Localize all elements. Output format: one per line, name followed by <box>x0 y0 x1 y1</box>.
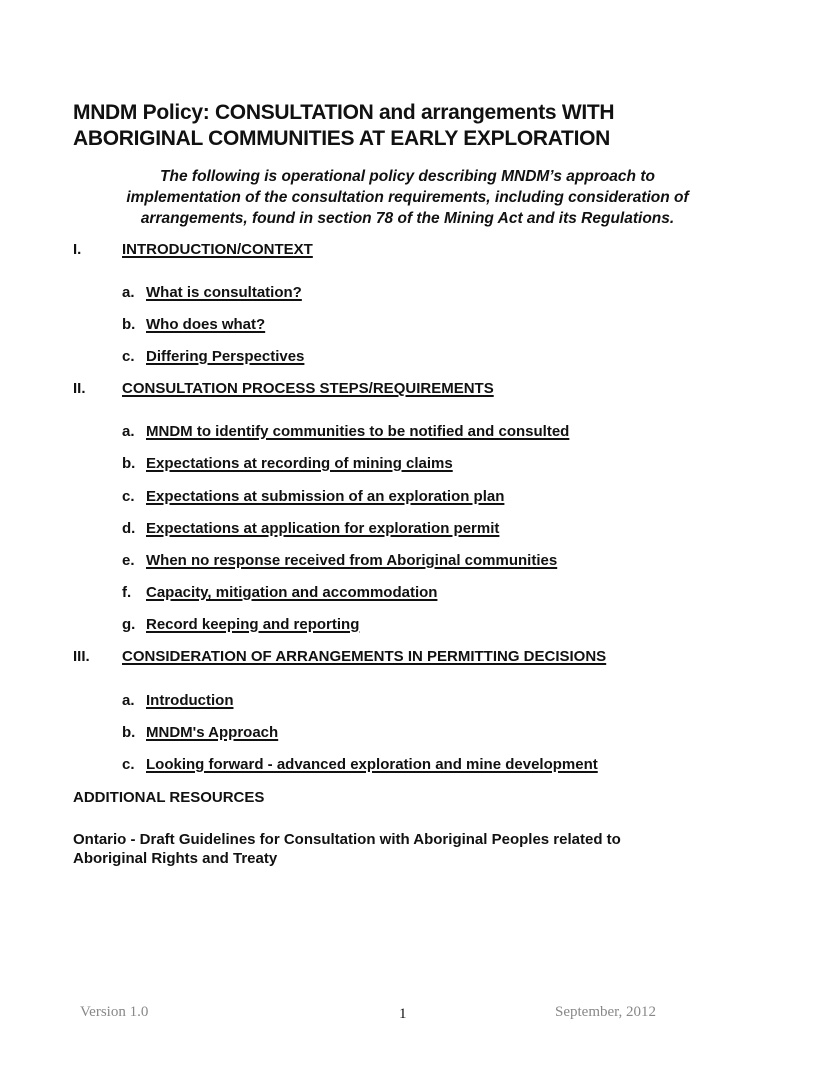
resource-line-1: Ontario - Draft Guidelines for Consultation with Aboriginal Peoples related to <box>73 831 621 848</box>
toc-item[interactable] <box>122 284 302 302</box>
section-title: CONSULTATION PROCESS STEPS/REQUIREMENTS <box>122 380 494 397</box>
toc-item[interactable] <box>122 756 598 774</box>
item-letter: g. <box>122 616 136 633</box>
item-letter: a. <box>122 692 135 709</box>
toc-item[interactable] <box>122 692 233 710</box>
toc-item[interactable] <box>122 552 557 570</box>
subtitle-line-3: arrangements, found in section 78 of the Mining Act and its Regulations. <box>140 210 675 227</box>
item-letter: e. <box>122 552 135 569</box>
toc-link-exploration-permit[interactable]: Expectations at application for exploration permit <box>146 520 500 537</box>
item-letter: b. <box>122 724 136 741</box>
toc-item[interactable] <box>122 520 499 538</box>
section-number: III. <box>73 648 90 665</box>
section-number: I. <box>73 241 82 258</box>
item-letter: c. <box>122 756 135 773</box>
footer-date: September, 2012 <box>555 1004 657 1020</box>
item-letter: d. <box>122 520 136 537</box>
title-line-2: ABORIGINAL COMMUNITIES AT EARLY EXPLORATION <box>73 127 611 150</box>
item-letter: f. <box>122 584 132 601</box>
toc-item[interactable] <box>122 423 569 441</box>
toc-link-record-keeping[interactable]: Record keeping and reporting <box>146 616 360 633</box>
toc-item[interactable] <box>122 316 265 334</box>
toc-item[interactable] <box>122 724 278 742</box>
item-letter: b. <box>122 316 136 333</box>
section-heading-2 <box>73 380 494 398</box>
item-letter: a. <box>122 284 135 301</box>
additional-resources-text <box>73 830 621 868</box>
section-heading-3 <box>73 648 606 666</box>
document-subtitle <box>100 166 715 229</box>
additional-resources-heading: ADDITIONAL RESOURCES <box>73 789 265 806</box>
toc-link-introduction[interactable]: Introduction <box>146 692 234 709</box>
toc-item[interactable] <box>122 584 437 602</box>
toc-link-exploration-plan[interactable]: Expectations at submission of an exploration plan <box>146 488 505 505</box>
toc-item[interactable] <box>122 488 504 506</box>
toc-link-looking-forward[interactable]: Looking forward - advanced exploration and mine development <box>146 756 598 773</box>
toc-link-differing-perspectives[interactable]: Differing Perspectives <box>146 348 305 365</box>
item-letter: b. <box>122 455 136 472</box>
item-letter: c. <box>122 348 135 365</box>
toc-link-recording-claims[interactable]: Expectations at recording of mining claims <box>146 455 453 472</box>
item-letter: a. <box>122 423 135 440</box>
subtitle-line-1: The following is operational policy describing MNDM’s approach to <box>160 168 655 185</box>
subtitle-line-2: implementation of the consultation requirements, including consideration of <box>126 189 689 206</box>
toc-link-capacity-mitigation[interactable]: Capacity, mitigation and accommodation <box>146 584 438 601</box>
toc-link-identify-communities[interactable]: MNDM to identify communities to be notified and consulted <box>146 423 570 440</box>
section-title: INTRODUCTION/CONTEXT <box>122 241 313 258</box>
footer-version: Version 1.0 <box>80 1004 149 1020</box>
toc-link-who-does-what[interactable]: Who does what? <box>146 316 266 333</box>
resource-line-2: Aboriginal Rights and Treaty <box>73 850 278 867</box>
item-letter: c. <box>122 488 135 505</box>
toc-item[interactable] <box>122 616 359 634</box>
toc-link-no-response[interactable]: When no response received from Aboriginal communities <box>146 552 558 569</box>
title-line-1: MNDM Policy: CONSULTATION and arrangements WITH <box>73 101 615 124</box>
section-title: CONSIDERATION OF ARRANGEMENTS IN PERMITTING DECISIONS <box>122 648 607 665</box>
document-title <box>73 100 614 152</box>
footer-page-number: 1 <box>399 1006 407 1022</box>
section-number: II. <box>73 380 86 397</box>
toc-item[interactable] <box>122 455 453 473</box>
toc-link-what-is-consultation[interactable]: What is consultation? <box>146 284 302 301</box>
toc-item[interactable] <box>122 348 304 366</box>
section-heading-1 <box>73 241 313 259</box>
toc-link-mndm-approach[interactable]: MNDM's Approach <box>146 724 279 741</box>
